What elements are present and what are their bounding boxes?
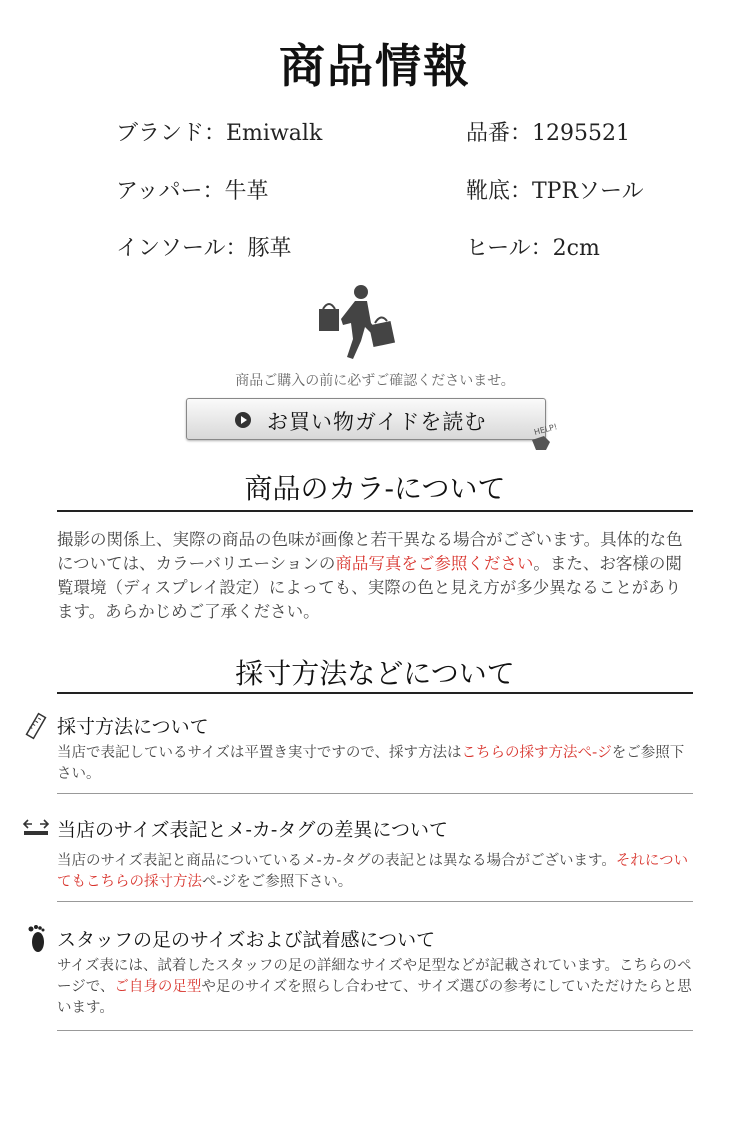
footprint-icon [26, 924, 48, 954]
color-text-part1: 撮影の関係上、実際の商品の色味が画像と若干異なる場合がございます。具体的な色については、カラーバリエーションの [57, 530, 683, 573]
staff-foot-text-part1: サイズ表には、試着したスタッフの足の詳細なサイズや足型などが記載されています。こちらのページで、 [57, 958, 692, 995]
page-title: 商品情報 [279, 39, 471, 93]
spec-insole: インソール：豚革 [116, 236, 292, 261]
play-icon [235, 412, 251, 428]
size-compare-icon [22, 818, 50, 838]
color-section-text [57, 528, 697, 624]
spec-heel: ヒール：2cm [466, 236, 600, 261]
product-photo-link[interactable]: 商品写真をご参照ください [335, 554, 534, 573]
ruler-icon [22, 712, 50, 740]
item-divider [57, 1030, 693, 1031]
measure-method-text-part1: 当店で表記しているサイズは平置き実寸ですので、採す方法は [57, 745, 462, 761]
size-tag-difference-text [57, 851, 697, 893]
spec-upper: アッパー：牛革 [116, 179, 269, 204]
size-tag-link[interactable]: それについてもこちらの採寸方法 [57, 853, 689, 890]
size-tag-text-part1: 当店のサイズ表記と商品についているメ-カ-タグの表記とは異なる場合がございます。 [57, 853, 616, 869]
spec-brand: ブランド：Emiwalk [116, 121, 323, 146]
item-divider [57, 901, 693, 902]
own-foot-shape-link[interactable]: ご自身の足型 [114, 979, 202, 995]
color-text-part2: 。また、お客様の閲覧環境（ディスプレイ設定）によっても、実際の色と見え方が多少異なることがあります。あらかじめご了承ください。 [57, 554, 682, 621]
measure-section-divider [57, 692, 693, 694]
item-divider [57, 793, 693, 794]
measure-section-heading: 採寸方法などについて [235, 657, 515, 690]
purchase-notice: 商品ご購入の前に必ずご確認くださいませ。 [235, 373, 515, 389]
color-section-heading: 商品のカラ-について [244, 472, 506, 505]
shopping-guide-label: お買い物ガイドを読む [267, 410, 487, 434]
size-tag-text-part2: ぺ-ジをご参照下さい。 [202, 874, 353, 890]
shopper-icon [315, 283, 397, 363]
measure-method-text [57, 743, 697, 785]
staff-foot-text-part2: や足のサイズを照らし合わせて、サイズ選びの参考にしていただけたらと思います。 [57, 979, 692, 1016]
measure-method-title: 採寸方法について [57, 716, 209, 738]
staff-foot-size-text [57, 956, 697, 1019]
size-tag-difference-title: 当店のサイズ表記とメ-カ-タグの差異について [57, 819, 448, 841]
shopping-guide-button[interactable] [186, 398, 546, 440]
measure-method-text-part2: をご参照下さい。 [57, 745, 685, 782]
staff-foot-size-title: スタッフの足のサイズおよび試着感について [57, 929, 436, 951]
svg-text:HELP!: HELP! [533, 422, 559, 437]
color-section-divider [57, 510, 693, 512]
measure-method-link[interactable]: こちらの採す方法ぺ-ジ [461, 745, 612, 761]
spec-sole: 靴底：TPRソール [466, 179, 644, 204]
spec-item-number: 品番：1295521 [466, 121, 630, 146]
help-hand-icon [528, 420, 568, 452]
